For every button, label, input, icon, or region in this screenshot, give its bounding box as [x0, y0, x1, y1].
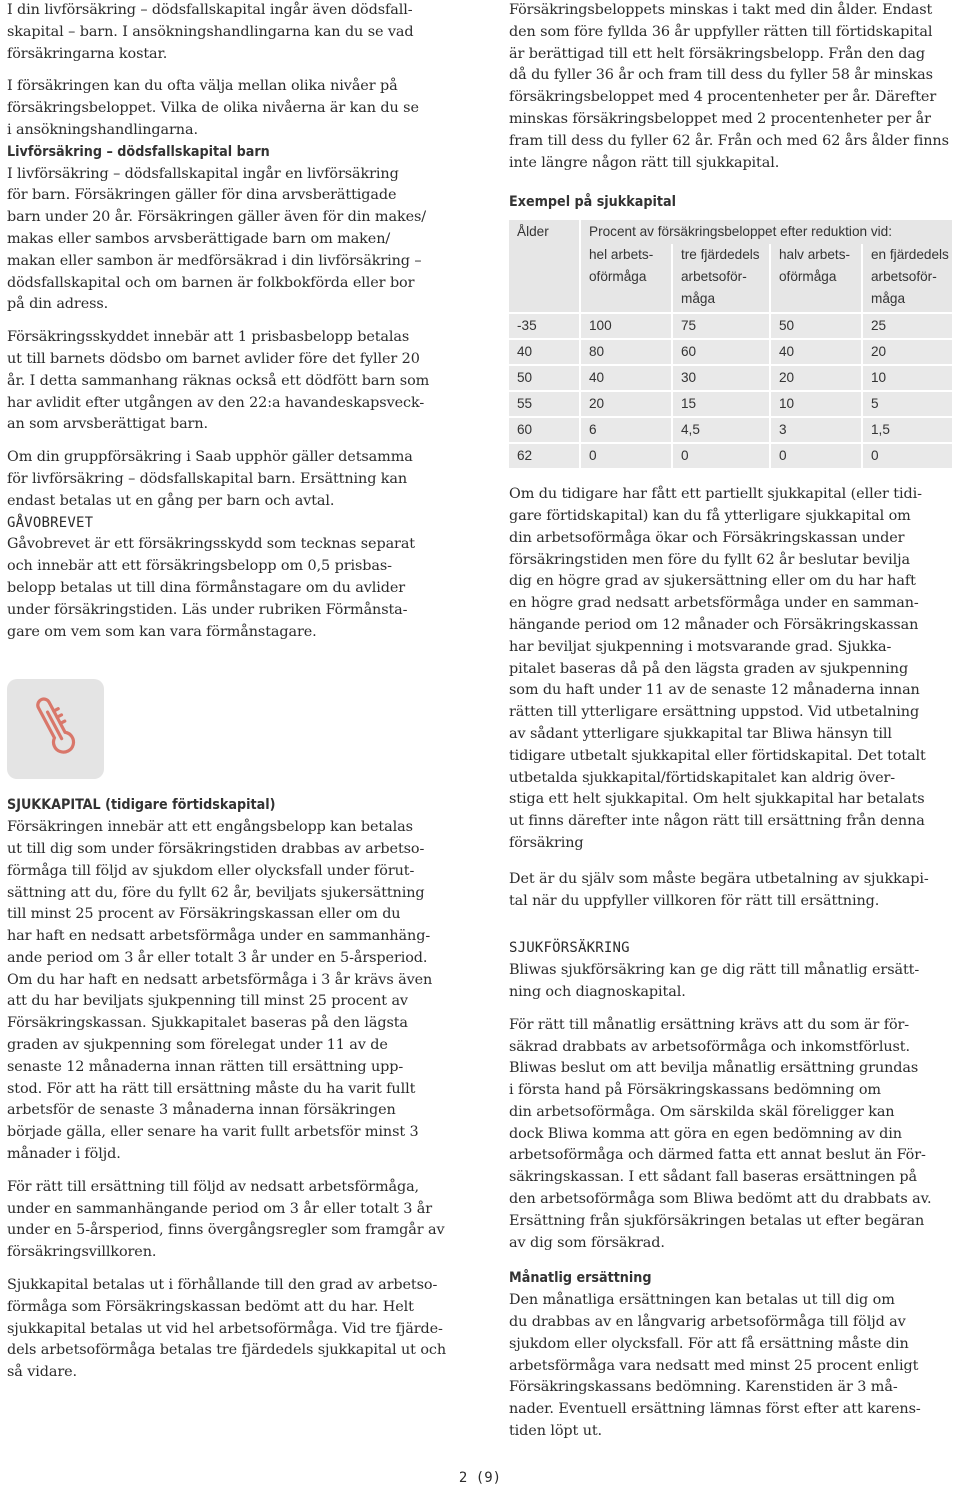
table-cell: 0	[580, 443, 672, 468]
page-number: 2 (9)	[458, 1470, 502, 1486]
paragraph: I livförsäkring – dödsfallskapital ingår en livförsäkring för barn. Försäkringen gäller för dina arvsberättigade barn under 20 år. Försäkringen gäller även för din makes/ makas eller sambos arvsberättigade barn om maken/ makan eller sambon är medförsäkrad i din livförsäkring – dödsfallskapital och om barnen är folkbokförda eller bor på din adress.	[7, 165, 427, 313]
table-cell: 50	[770, 313, 862, 339]
table-cell: 6	[580, 417, 672, 443]
table-cell: 100	[580, 313, 672, 339]
section-heading-gavobrevet: GÅVOBREVET	[7, 514, 94, 531]
table-cell: 62	[509, 443, 580, 468]
table-row	[509, 339, 952, 365]
table-cell: 10	[862, 365, 952, 391]
table-subheader: tre fjärdedels arbetsoför- måga	[672, 244, 770, 313]
paragraph: Försäkringsbeloppets minskas i takt med din ålder. Endast den som före fyllda 36 år uppfyller rätten till förtidskapital är berättigad till ett helt försäkringsbelopp. Från den dag då du fyller 36 år och fram till dess du fyller 58 år minskas försäkringsbeloppet med 4 procentenheter per år. Därefter minskas försäkringsbeloppet med 2 procentenheter per år fram till dess du fyller 62 år. Från och med 62 års ålder finns inte längre någon rätt till sjukkapital.	[509, 2, 949, 171]
table-row	[509, 417, 952, 443]
paragraph: Det är du själv som måste begära utbetalning av sjukkapi- tal när du uppfyller villkoren för rätt till ersättning.	[509, 870, 929, 909]
paragraph: Gåvobrevet är ett försäkringsskydd som tecknas separat och innebär att ett försäkringsbelopp om 0,5 prisbas- belopp betalas ut till dina förmånstagare om du avlider under försäkringstiden. Läs under rubriken Förmånsta- gare om vem som kan vara förmånstagare.	[7, 536, 415, 640]
table-cell: 20	[862, 339, 952, 365]
paragraph: Bliwas sjukförsäkring kan ge dig rätt till månatlig ersätt- ning och diagnoskapital.	[509, 962, 920, 1000]
table-cell: 50	[509, 365, 580, 391]
paragraph: I försäkringen kan du ofta välja mellan olika nivåer på försäkringsbeloppet. Vilka de olika nivåerna är kan du se i ansökningshandlingarna.	[7, 78, 419, 138]
table-cell: 0	[862, 443, 952, 468]
paragraph: Försäkringsskyddet innebär att 1 prisbasbelopp betalas ut till barnets dödsbo om barnet avlider före det fyller 20 år. I detta sammanhang räknas också ett dödfött barn som har avlidit efter utgången av den 22:a havandeskapsveck- an som arvsberättigat barn.	[7, 329, 430, 433]
table-cell: 80	[580, 339, 672, 365]
table-cell: 25	[862, 313, 952, 339]
table-cell: 10	[770, 391, 862, 417]
table-subheader: en fjärdedels arbetsoför- måga	[862, 244, 952, 313]
paragraph: Den månatliga ersättningen kan betalas ut till dig om du drabbas av en långvarig arbetsoförmåga till följd av sjukdom eller olycksfall. För att få ersättning måste din arbetsförmåga vara nedsatt med minst 25 procent enligt Försäkringskassans bedömning. Karenstiden är 3 må- nader. Eventuell ersättning lämnas först efter att karens- tiden löpt ut.	[509, 1292, 921, 1440]
section-heading-livforsakring-barn: Livförsäkring – dödsfallskapital barn	[7, 143, 270, 160]
table-row	[509, 391, 952, 417]
table-cell: 55	[509, 391, 580, 417]
paragraph: Försäkringen innebär att ett engångsbelopp kan betalas ut till dig som under försäkringstiden drabbas av arbetso- förmåga till följd av sjukdom eller olycksfall under förut- sättning att du, före du fyllt 62 år, beviljats sjukersättning till minst 25 procent av Försäkringskassan eller om du har haft en nedsatt arbetsförmåga under en sammanhäng- ande period om 3 år eller totalt 3 år under en 5-årsperiod. Om du har haft en nedsatt arbetsförmåga i 3 år krävs även att du har beviljats sjukpenning till minst 25 procent av Försäkringskassan. Sjukkapitalet baseras på den lägsta graden av sjukpenning som förelegat under 11 av de senaste 12 månaderna innan rätten till ersättning upp- stod. För att ha rätt till ersättning måste du ha varit fullt arbetsför de senaste 3 månaderna innan försäkringen började gälla, eller senare ha varit fullt arbetsför minst 3 månader i följd.	[7, 819, 433, 1163]
table-subheader: hel arbets- oförmåga	[580, 244, 672, 313]
paragraph: För rätt till ersättning till följd av nedsatt arbetsförmåga, under en sammanhängande period om 3 år eller totalt 3 år under en 5-årsperiod, finns övergångsregler som framgår av försäkringsvillkoren.	[7, 1178, 445, 1261]
table-cell: 20	[580, 391, 672, 417]
table-cell: 30	[672, 365, 770, 391]
paragraph: Om din gruppförsäkring i Saab upphör gäller detsamma för livförsäkring – dödsfallskapital barn. Ersättning kan endast betalas ut en gång per barn och avtal.	[7, 449, 413, 509]
table-cell: 20	[770, 365, 862, 391]
paragraph: I din livförsäkring – dödsfallskapital ingår även dödsfall- skapital – barn. I ansökningshandlingarna kan du se vad försäkringarna kostar.	[7, 2, 414, 62]
section-heading-manatlig: Månatlig ersättning	[509, 1270, 652, 1287]
table-cell: 40	[509, 339, 580, 365]
table-cell: 40	[770, 339, 862, 365]
right-column	[509, 0, 951, 1443]
table-cell: 1,5	[862, 417, 952, 443]
left-column	[7, 0, 457, 1384]
table-cell: 4,5	[672, 417, 770, 443]
table-subheader: halv arbets- oförmåga	[770, 244, 862, 313]
table-cell: 40	[580, 365, 672, 391]
sjukkapital-table	[509, 220, 952, 468]
table-row	[509, 313, 952, 339]
table-row	[509, 443, 952, 468]
table-cell: 75	[672, 313, 770, 339]
paragraph: Sjukkapital betalas ut i förhållande till den grad av arbetso- förmåga som Försäkringskassan bedömt att du har. Helt sjukkapital betalas ut vid hel arbetsoförmåga. Vid tre fjärde- dels arbetsoförmåga betalas tre fjärdedels sjukkapital ut och så vidare.	[7, 1277, 447, 1381]
table-cell: -35	[509, 313, 580, 339]
icon-tile	[7, 679, 104, 779]
section-heading-sjukkapital: SJUKKAPITAL (tidigare förtidskapital)	[7, 797, 276, 814]
table-header-band: Procent av försäkringsbeloppet efter reduktion vid:	[580, 220, 952, 244]
thermometer-icon	[35, 696, 77, 760]
table-cell: 0	[672, 443, 770, 468]
table-cell: 15	[672, 391, 770, 417]
paragraph: Om du tidigare har fått ett partiellt sjukkapital (eller tidi- gare förtidskapital) kan du få ytterligare sjukkapital om din arbetsoförmåga ökar och Försäkringskassan under försäkringstiden men före du fyllt 62 år beslutar bevilja dig en högre grad av sjukersättning eller om du har haft en högre grad nedsatt arbetsförmåga under en samman- hängande period om 12 månader och Försäkringskassan har beviljat sjukpenning i motsvarande grad. Sjukka- pitalet baseras då på den lägsta graden av sjukpenning som du haft under 11 av de senaste 12 månaderna innan rätten till ytterligare ersättning uppstod. Vid utbetalning av sådant ytterligare sjukkapital tar Bliwa hänsyn till tidigare utbetalt sjukkapital eller förtidskapital. Det totalt utbetalda sjukkapital/förtidskapitalet kan aldrig över- stiga ett helt sjukkapital. Om helt sjukkapital har betalats ut finns därefter inte någon rätt till ersättning från denna försäkring	[509, 486, 926, 851]
table-row	[509, 365, 952, 391]
table-cell: 0	[770, 443, 862, 468]
section-heading-exempel: Exempel på sjukkapital	[509, 194, 676, 211]
table-header-age: Ålder	[509, 220, 580, 313]
table-cell: 5	[862, 391, 952, 417]
table-cell: 60	[509, 417, 580, 443]
table-cell: 3	[770, 417, 862, 443]
paragraph: För rätt till månatlig ersättning krävs att du som är för- säkrad drabbats av arbetsoförmåga och inkomstförlust. Bliwas beslut om att bevilja månatlig ersättning grundas i första hand på Försäkringskassans bedömning om din arbetsoförmåga. Om särskilda skäl föreligger kan dock Bliwa komma att göra en egen bedömning av din arbetsoförmåga och därmed fatta ett annat beslut än För- säkringskassan. I ett sådant fall baseras ersättningen på den arbetsoförmåga som Bliwa bedömt att du drabbats av. Ersättning från sjukförsäkringen betalas ut efter begäran av dig som försäkrad.	[509, 1016, 932, 1251]
table-cell: 60	[672, 339, 770, 365]
section-heading-sjukforsakring: SJUKFÖRSÄKRING	[509, 940, 630, 957]
